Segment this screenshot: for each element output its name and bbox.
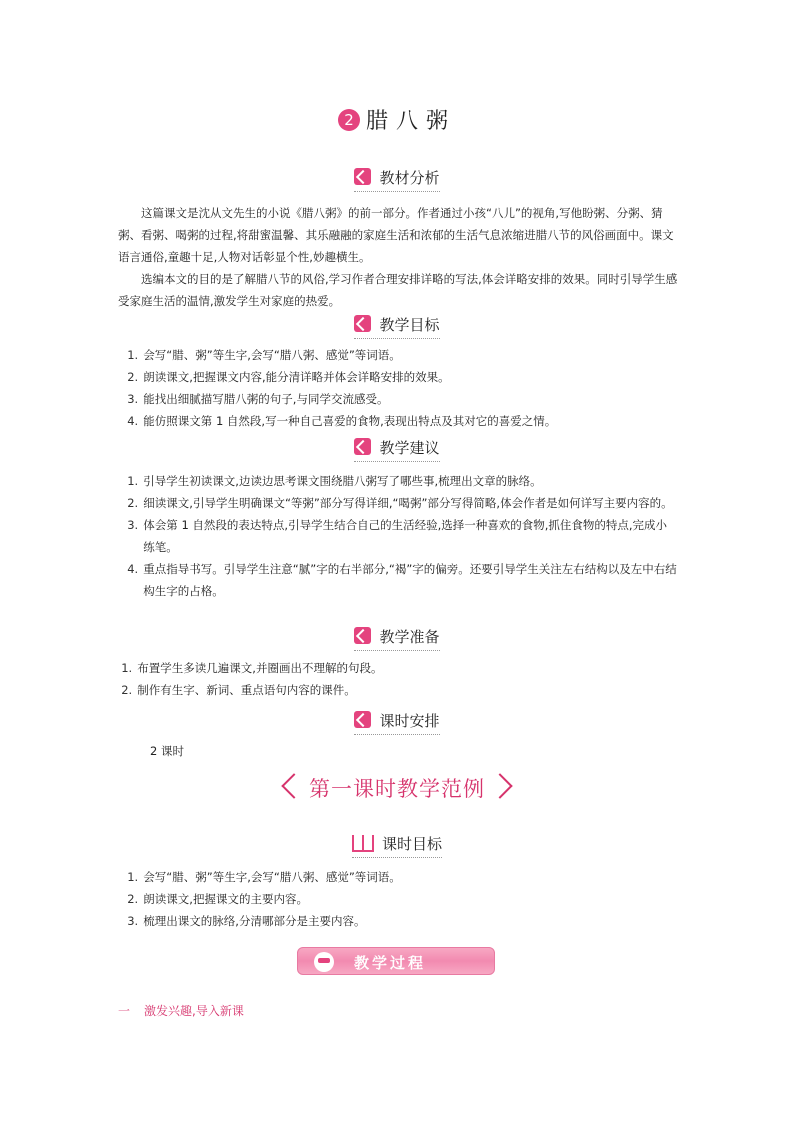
- left-bracket-icon: [281, 773, 306, 798]
- list-item: 1. 引导学生初读课文,边读边思考课文围绕腊八粥写了哪些事,梳理出文章的脉络。: [127, 474, 542, 488]
- bookmark-icon: [354, 627, 371, 644]
- section-heading-prep: 教学准备: [0, 626, 794, 650]
- list-item: 2. 朗读课文,把握课文内容,能分清详略并体会详略安排的效果。: [127, 370, 450, 384]
- section-heading-lesson-goals: 课时目标: [0, 833, 794, 857]
- list-item: 4. 重点指导书写。引导学生注意“腻”字的右半部分,“褐”字的偏旁。还要引导学生关注左右结构以及左中右结构生字的占格。: [127, 562, 677, 598]
- page-title: [0, 104, 794, 135]
- bookmark-icon: [354, 711, 371, 728]
- list-item: 3. 能找出细腻描写腊八粥的句子,与同学交流感受。: [127, 392, 389, 406]
- lesson-number-badge: 2: [338, 109, 360, 131]
- lesson-goals-list: [118, 866, 678, 932]
- paragraph: 这篇课文是沈从文先生的小说《腊八粥》的前一部分。作者通过小孩“八儿”的视角,写他盼粥、分粥、猜粥、看粥、喝粥的过程,将甜蜜温馨、其乐融融的家庭生活和浓郁的生活气息浓缩进腊八节的风俗画面中。课文语言通俗,童趣十足,人物对话彰显个性,妙趣横生。: [118, 206, 674, 264]
- list-item: 1. 会写“腊、粥”等生字,会写“腊八粥、感觉”等词语。: [127, 870, 401, 884]
- goals-list: [118, 344, 678, 432]
- section-heading-schedule: 课时安排: [0, 710, 794, 734]
- list-item: 2. 制作有生字、新词、重点语句内容的课件。: [121, 683, 356, 697]
- suggestions-list: [118, 470, 678, 602]
- graduation-cap-icon: [314, 952, 334, 972]
- step-heading: 一 激发兴趣,导入新课: [118, 1004, 244, 1018]
- section-heading-suggestions: 教学建议: [0, 437, 794, 461]
- list-item: 4. 能仿照课文第 1 自然段,写一种自己喜爱的食物,表现出特点及其对它的喜爱之情。: [127, 414, 557, 428]
- bookmark-icon: [354, 168, 371, 185]
- book-icon: [352, 835, 374, 852]
- process-banner: 教学过程: [297, 947, 495, 975]
- list-item: 2. 细读课文,引导学生明确课文“等粥”部分写得详细,“喝粥”部分写得简略,体会作者是如何详写主要内容的。: [127, 496, 673, 510]
- list-item: 3. 体会第 1 自然段的表达特点,引导学生结合自己的生活经验,选择一种喜欢的食物,抓住食物的特点,完成小练笔。: [127, 518, 668, 554]
- section-heading-goals: 教学目标: [0, 314, 794, 338]
- bookmark-icon: [354, 438, 371, 455]
- lesson-banner: 第一课时教学范例: [0, 773, 794, 803]
- section-heading-analysis: 教材分析: [0, 167, 794, 191]
- list-item: 1. 布置学生多读几遍课文,并圈画出不理解的句段。: [121, 661, 383, 675]
- schedule-text: 2 课时: [150, 744, 184, 758]
- analysis-body: [118, 202, 678, 312]
- lesson-title: 腊八粥: [365, 109, 456, 134]
- paragraph: 选编本文的目的是了解腊八节的风俗,学习作者合理安排详略的写法,体会详略安排的效果。同时引导学生感受家庭生活的温情,激发学生对家庭的热爱。: [118, 272, 678, 308]
- list-item: 3. 梳理出课文的脉络,分清哪部分是主要内容。: [127, 914, 366, 928]
- right-bracket-icon: [487, 773, 512, 798]
- bookmark-icon: [354, 315, 371, 332]
- list-item: 1. 会写“腊、粥”等生字,会写“腊八粥、感觉”等词语。: [127, 348, 401, 362]
- list-item: 2. 朗读课文,把握课文的主要内容。: [127, 892, 308, 906]
- prep-list: [112, 657, 672, 701]
